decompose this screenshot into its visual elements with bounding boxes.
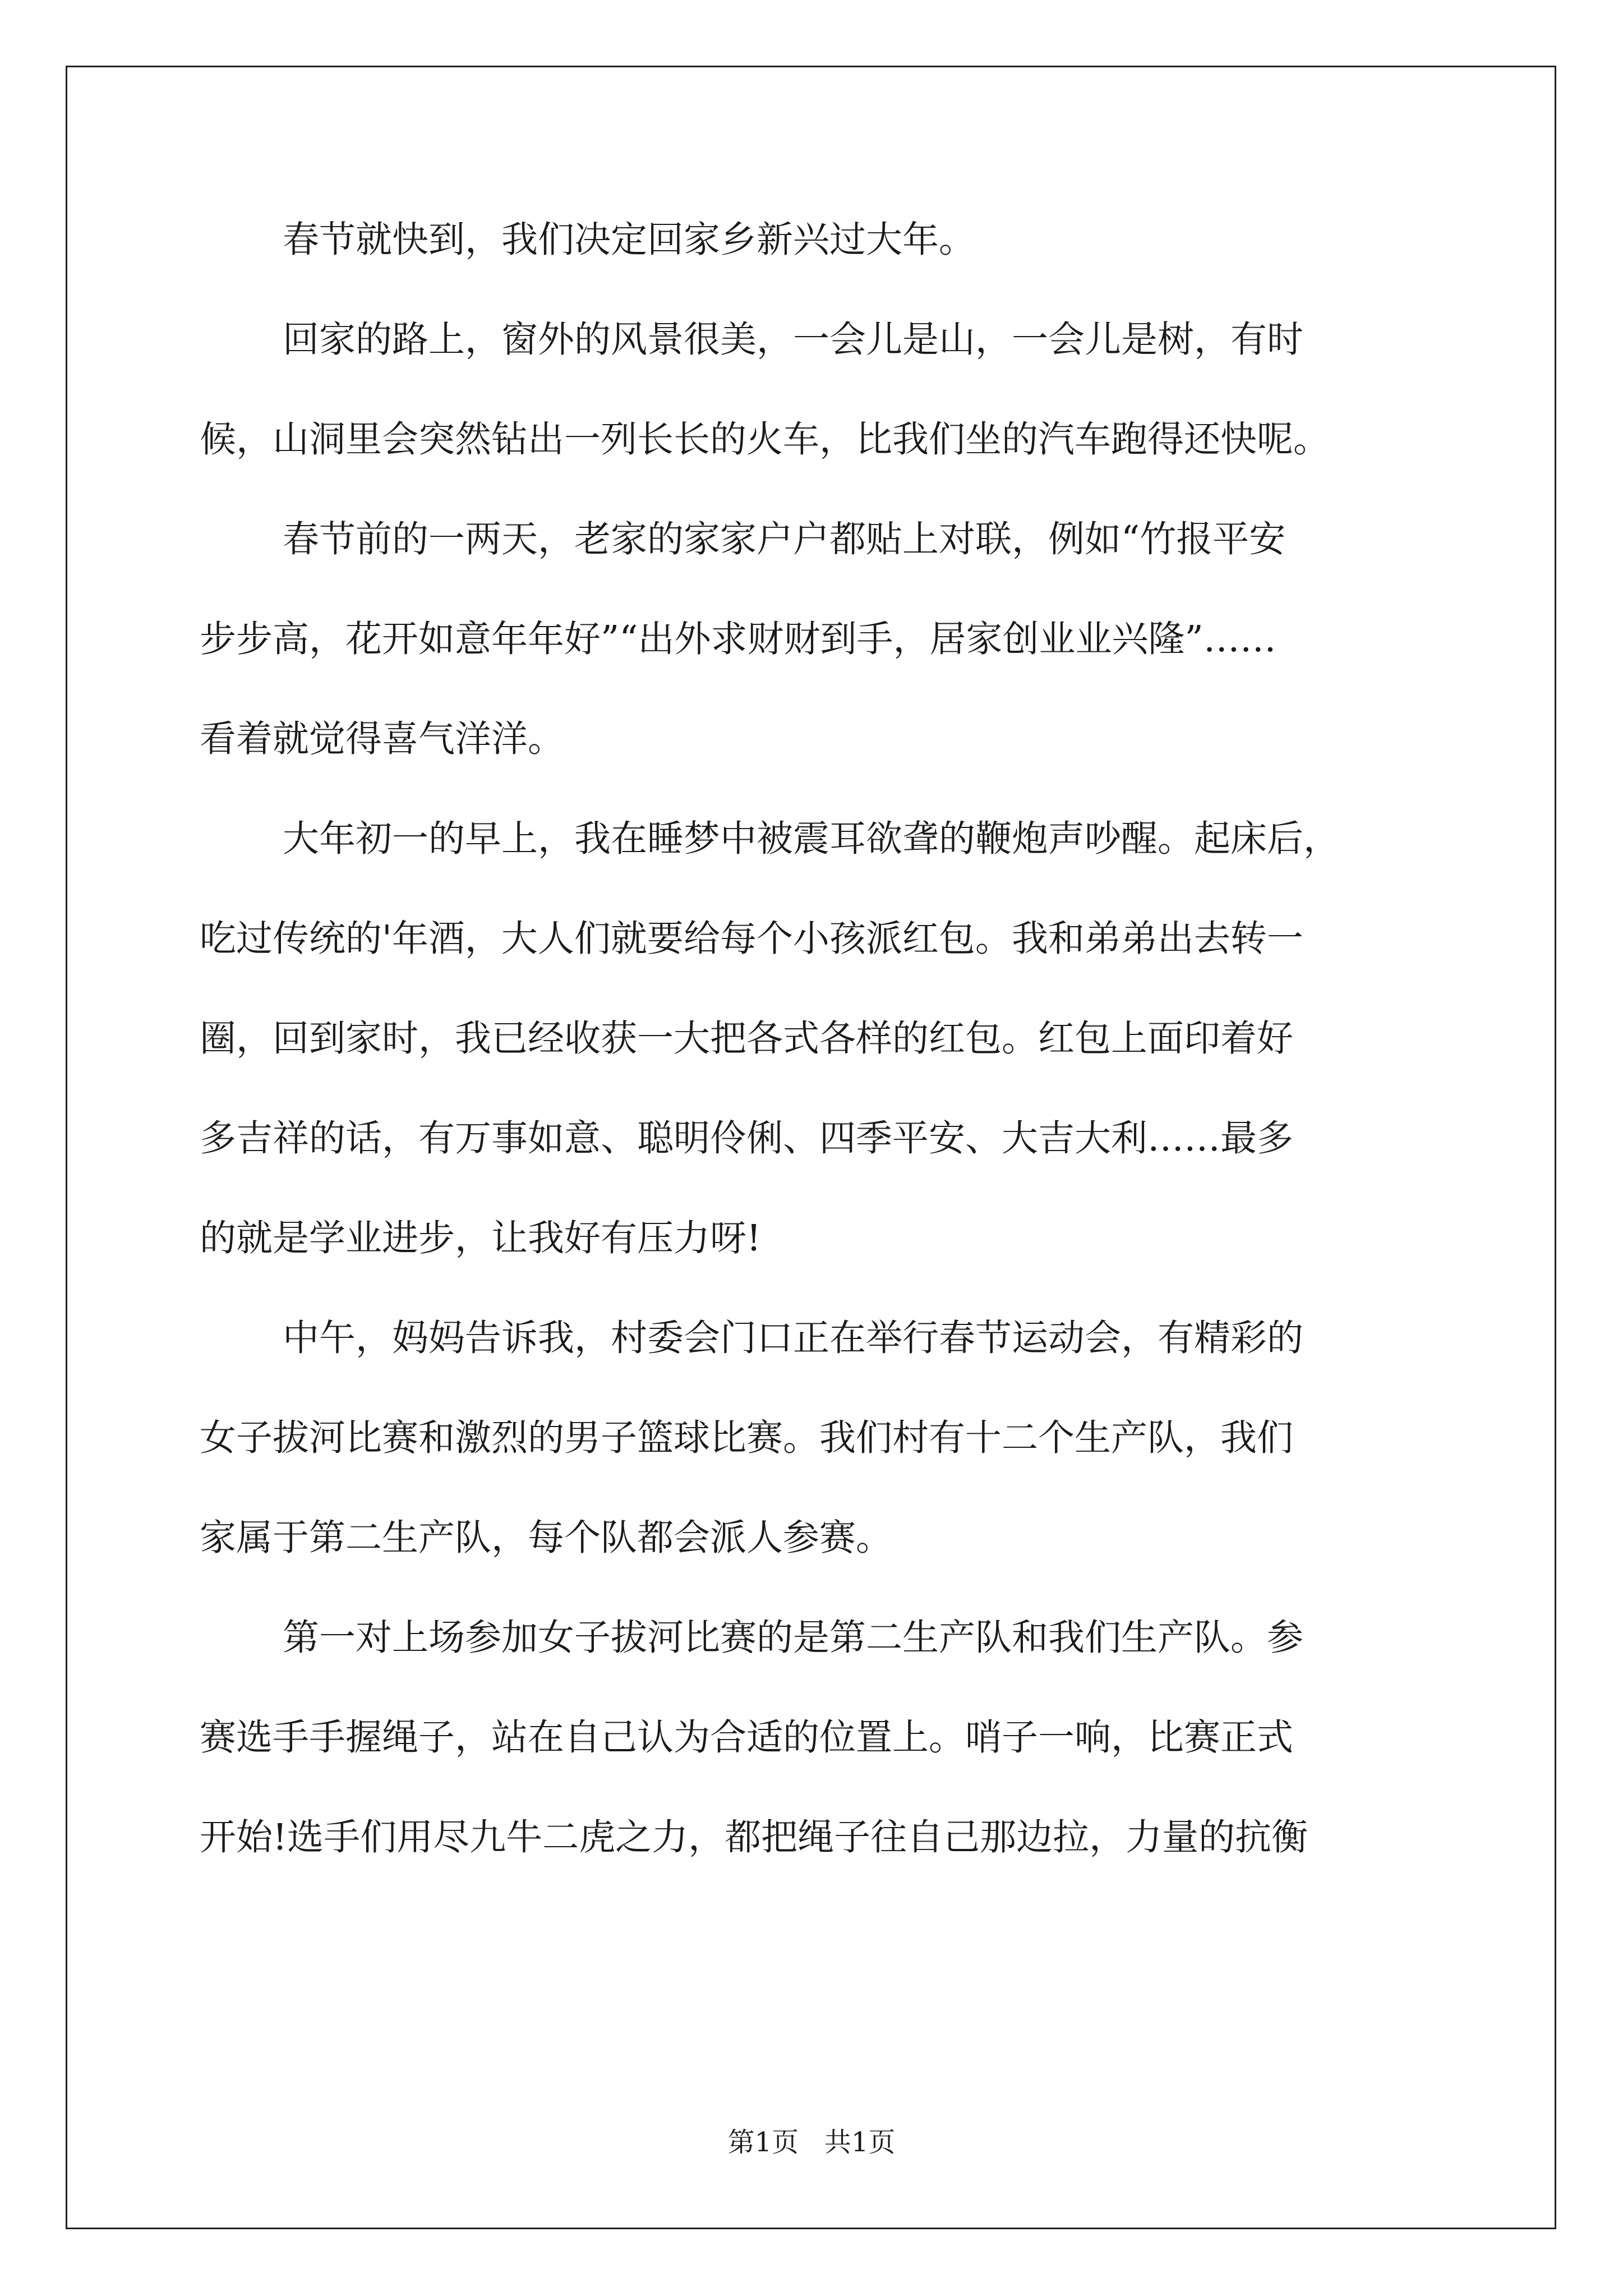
text-line: 开始!选手们用尽九牛二虎之力，都把绳子往自己那边拉，力量的抗衡 (200, 1816, 1308, 1858)
text-line: 春节前的一两天，老家的家家户户都贴上对联，例如“竹报平安 (283, 518, 1286, 560)
text-line: 赛选手手握绳子，站在自己认为合适的位置上。哨子一响，比赛正式 (200, 1717, 1294, 1759)
text-line: 大年初一的早上，我在睡梦中被震耳欲聋的鞭炮声吵醒。起床后， (283, 818, 1340, 860)
text-line: 的就是学业进步，让我好有压力呀! (200, 1217, 762, 1259)
page-number-footer: 第1页 共1页 (727, 2127, 896, 2158)
document-body (200, 219, 1450, 1919)
text-line: 看着就觉得喜气洋洋。 (200, 718, 565, 760)
text-line: 回家的路上，窗外的风景很美，一会儿是山，一会儿是树，有时 (283, 319, 1304, 361)
text-line: 多吉祥的话，有万事如意、聪明伶俐、四季平安、大吉大利……最多 (200, 1117, 1294, 1159)
text-line: 吃过传统的'年酒，大人们就要给每个小孩派红包。我和弟弟出去转一 (200, 918, 1303, 960)
text-line: 女子拔河比赛和激烈的男子篮球比赛。我们村有十二个生产队，我们 (200, 1417, 1294, 1459)
text-line: 第一对上场参加女子拔河比赛的是第二生产队和我们生产队。参 (283, 1617, 1304, 1659)
text-line: 圈，回到家时，我已经收获一大把各式各样的红包。红包上面印着好 (200, 1018, 1294, 1060)
text-line: 候，山洞里会突然钻出一列长长的火车，比我们坐的汽车跑得还快呢。 (200, 418, 1330, 461)
text-line: 中午，妈妈告诉我，村委会门口正在举行春节运动会，有精彩的 (283, 1317, 1304, 1359)
text-line: 春节就快到，我们决定回家乡新兴过大年。 (283, 219, 976, 261)
text-line: 步步高，花开如意年年好”“出外求财财到手，居家创业业兴隆”…… (200, 618, 1276, 660)
text-line: 家属于第二生产队，每个队都会派人参赛。 (200, 1517, 893, 1559)
